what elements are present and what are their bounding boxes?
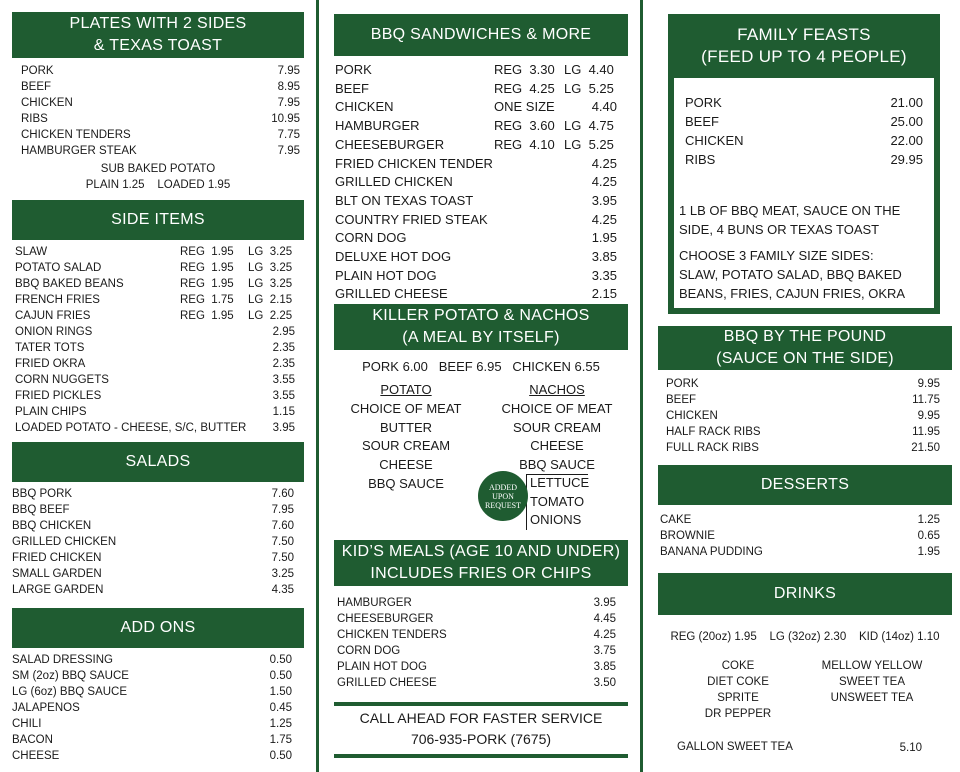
item-price: 9.95 bbox=[917, 410, 940, 422]
item-name: CHEESE bbox=[12, 750, 60, 762]
item-name: BROWNIE bbox=[660, 530, 715, 542]
kids-meal-row bbox=[337, 659, 616, 675]
reg-price: REG 1.95 bbox=[180, 246, 234, 258]
lg-price: LG 3.25 bbox=[248, 278, 293, 290]
item-name: CORN DOG bbox=[335, 230, 407, 246]
item-name: BEEF bbox=[685, 114, 719, 129]
plate-row bbox=[21, 127, 300, 143]
killer-title-line2: (A MEAL BY ITSELF) bbox=[402, 329, 560, 346]
nachos-title: NACHOS bbox=[529, 382, 585, 397]
item-name: FRIED OKRA bbox=[15, 358, 86, 370]
family-title-line1: FAMILY FEASTS bbox=[737, 25, 871, 44]
item-name: FRIED CHICKEN bbox=[12, 552, 102, 564]
item-name: LG (6oz) BBQ SAUCE bbox=[12, 686, 128, 698]
killer-prices: PORK 6.00 BEEF 6.95 CHICKEN 6.55 bbox=[362, 359, 600, 374]
plates-title-line2: & TEXAS TOAST bbox=[93, 37, 223, 54]
side-item-row bbox=[15, 388, 295, 404]
plates-header bbox=[12, 12, 304, 58]
item-name: PORK bbox=[335, 62, 372, 77]
side-item-row bbox=[15, 292, 295, 308]
item-name: BEEF bbox=[666, 394, 697, 406]
by-the-pound-header bbox=[658, 326, 952, 370]
item-name: GRILLED CHICKEN bbox=[12, 536, 117, 548]
column-divider-left bbox=[316, 0, 319, 772]
item-price: 3.50 bbox=[593, 677, 616, 689]
sub-potato-line2: PLAIN 1.25 LOADED 1.95 bbox=[85, 179, 231, 191]
reg-price: REG 1.95 bbox=[180, 310, 234, 322]
reg-price: REG 1.75 bbox=[180, 294, 234, 306]
item-price: 0.50 bbox=[269, 654, 292, 666]
reg-price: REG 4.25 bbox=[494, 80, 555, 96]
reg-price: REG 3.60 bbox=[494, 118, 555, 134]
side-item-row bbox=[15, 244, 295, 260]
item-price: 3.55 bbox=[272, 374, 295, 386]
potato-title: POTATO bbox=[380, 382, 432, 397]
item-price: 2.35 bbox=[272, 342, 295, 354]
item-price: 4.35 bbox=[271, 584, 294, 596]
item-price: 7.60 bbox=[271, 520, 294, 532]
item-price: 10.95 bbox=[271, 113, 300, 125]
sandwich-row bbox=[335, 267, 617, 285]
item-price: 11.95 bbox=[912, 426, 940, 438]
item-price: 11.75 bbox=[912, 394, 940, 406]
request-topping: TOMATO bbox=[530, 493, 585, 509]
item-name: BANANA PUDDING bbox=[660, 546, 763, 558]
call-ahead-bottom-bar bbox=[334, 754, 628, 758]
added-upon-request-badge bbox=[478, 471, 528, 521]
family-note-line: 1 LB OF BBQ MEAT, SAUCE ON THE bbox=[679, 203, 901, 218]
sandwich-row bbox=[335, 248, 617, 266]
item-price: 4.45 bbox=[593, 613, 616, 625]
item-name: GRILLED CHICKEN bbox=[335, 174, 453, 190]
badge-line1: ADDED bbox=[489, 482, 517, 492]
dessert-row bbox=[660, 528, 940, 544]
item-name: POTATO SALAD bbox=[15, 262, 102, 274]
call-ahead-line1: CALL AHEAD FOR FASTER SERVICE bbox=[359, 710, 603, 726]
item-price: 1.95 bbox=[591, 230, 617, 246]
column-divider-right bbox=[640, 0, 643, 772]
nachos-topping: CHOICE OF MEAT bbox=[501, 401, 613, 416]
salad-row bbox=[12, 566, 294, 582]
plate-row bbox=[21, 111, 300, 127]
item-name: HAMBURGER bbox=[335, 118, 420, 134]
item-price: 4.25 bbox=[593, 629, 616, 641]
item-price: 7.95 bbox=[277, 145, 300, 157]
item-price: 29.95 bbox=[890, 152, 923, 167]
item-name: PORK bbox=[685, 95, 722, 110]
killer-header bbox=[334, 304, 628, 350]
potato-topping: CHOICE OF MEAT bbox=[350, 401, 462, 416]
item-name: PORK bbox=[21, 65, 54, 77]
item-name: FRIED PICKLES bbox=[15, 390, 102, 402]
family-feasts-header bbox=[668, 14, 940, 78]
potato-topping: BBQ SAUCE bbox=[368, 475, 444, 491]
item-price: 2.15 bbox=[591, 286, 617, 302]
item-name: CHICKEN bbox=[21, 97, 73, 109]
item-price: 4.25 bbox=[591, 174, 617, 190]
call-ahead-top-bar bbox=[334, 702, 628, 706]
item-price: 0.65 bbox=[917, 530, 940, 542]
sandwich-row bbox=[335, 136, 617, 154]
item-name: BACON bbox=[12, 734, 53, 746]
item-price: 3.85 bbox=[593, 661, 616, 673]
lg-price: LG 4.40 bbox=[564, 62, 614, 77]
salad-row bbox=[12, 582, 294, 598]
item-price: 7.95 bbox=[277, 97, 300, 109]
drink-name: SWEET TEA bbox=[838, 676, 906, 688]
reg-price: ONE SIZE bbox=[494, 99, 555, 115]
item-price: 2.35 bbox=[272, 358, 295, 370]
item-price: 3.35 bbox=[591, 267, 617, 283]
item-name: HAMBURGER bbox=[337, 597, 412, 609]
reg-price: REG 1.95 bbox=[180, 278, 234, 290]
add-ons-header bbox=[12, 608, 304, 648]
item-price: 3.75 bbox=[593, 645, 616, 657]
item-price: 3.95 bbox=[272, 422, 295, 434]
item-price: 0.50 bbox=[269, 670, 292, 682]
sandwich-row bbox=[335, 61, 617, 79]
item-name: CORN NUGGETS bbox=[15, 374, 109, 386]
item-name: BEEF bbox=[335, 80, 369, 96]
item-name: BBQ BAKED BEANS bbox=[15, 278, 124, 290]
family-sides-line: SLAW, POTATO SALAD, BBQ BAKED bbox=[679, 267, 902, 282]
drink-name: DR PEPPER bbox=[704, 708, 772, 720]
item-name: SALAD DRESSING bbox=[12, 654, 113, 666]
item-price: 7.60 bbox=[271, 488, 294, 500]
by-pound-row bbox=[666, 424, 940, 440]
side-item-row bbox=[15, 260, 295, 276]
item-price: 22.00 bbox=[890, 133, 923, 148]
item-name: GRILLED CHEESE bbox=[335, 286, 448, 302]
item-name: TATER TOTS bbox=[15, 342, 85, 354]
salad-row bbox=[12, 502, 294, 518]
reg-price: REG 1.95 bbox=[180, 262, 234, 274]
family-feast-row bbox=[685, 94, 923, 112]
item-price: 1.25 bbox=[269, 718, 292, 730]
plate-row bbox=[21, 63, 300, 79]
nachos-topping: BBQ SAUCE bbox=[519, 457, 595, 473]
request-topping: LETTUCE bbox=[530, 475, 590, 490]
item-price: 8.95 bbox=[277, 81, 300, 93]
drink-name: UNSWEET TEA bbox=[830, 692, 914, 704]
add-on-row bbox=[12, 652, 292, 668]
lg-price: LG 3.25 bbox=[248, 262, 293, 274]
item-name: COUNTRY FRIED STEAK bbox=[335, 211, 488, 227]
by-pound-title-line2: (SAUCE ON THE SIDE) bbox=[716, 350, 894, 367]
item-name: SM (2oz) BBQ SAUCE bbox=[12, 670, 129, 682]
item-price: 21.50 bbox=[911, 442, 940, 454]
drinks-title: DRINKS bbox=[773, 585, 837, 602]
item-price: 3.25 bbox=[271, 568, 294, 580]
kids-meal-row bbox=[337, 627, 616, 643]
item-name: SLAW bbox=[15, 246, 48, 258]
family-feast-row bbox=[685, 151, 923, 169]
drink-name: MELLOW YELLOW bbox=[821, 660, 923, 672]
salad-row bbox=[12, 518, 294, 534]
sandwich-row bbox=[335, 285, 617, 303]
sandwich-row bbox=[335, 98, 617, 116]
item-name: HALF RACK RIBS bbox=[666, 426, 761, 438]
kids-meal-row bbox=[337, 675, 616, 691]
item-name: PLAIN HOT DOG bbox=[335, 267, 437, 283]
item-price: 7.75 bbox=[277, 129, 300, 141]
add-ons-title: ADD ONS bbox=[120, 619, 196, 636]
plate-row bbox=[21, 95, 300, 111]
side-item-row bbox=[15, 404, 295, 420]
salad-row bbox=[12, 550, 294, 566]
kids-meals-header bbox=[334, 540, 628, 586]
item-price: 1.25 bbox=[917, 514, 940, 526]
plate-row bbox=[21, 79, 300, 95]
item-price: 3.55 bbox=[272, 390, 295, 402]
item-name: HAMBURGER STEAK bbox=[21, 145, 137, 157]
salad-row bbox=[12, 486, 294, 502]
item-name: ONION RINGS bbox=[15, 326, 93, 338]
add-on-row bbox=[12, 700, 292, 716]
item-name: CHICKEN bbox=[685, 133, 744, 148]
item-name: PLAIN CHIPS bbox=[15, 406, 87, 418]
salads-title: SALADS bbox=[125, 453, 191, 470]
side-item-row bbox=[15, 372, 295, 388]
item-name: BBQ CHICKEN bbox=[12, 520, 92, 532]
item-name: CHICKEN TENDERS bbox=[337, 629, 447, 641]
by-pound-row bbox=[666, 392, 940, 408]
lg-price: LG 5.25 bbox=[564, 136, 614, 152]
item-name: LOADED POTATO - CHEESE, S/C, BUTTER bbox=[15, 422, 247, 434]
item-name: FRENCH FRIES bbox=[15, 294, 100, 306]
request-topping: ONIONS bbox=[530, 512, 582, 528]
add-on-row bbox=[12, 684, 292, 700]
nachos-topping: CHEESE bbox=[530, 438, 584, 454]
item-price: 3.85 bbox=[591, 249, 617, 264]
gallon-sweet-tea-price: 5.10 bbox=[899, 742, 922, 754]
plates-title-line1: PLATES WITH 2 SIDES bbox=[69, 15, 247, 32]
salad-row bbox=[12, 534, 294, 550]
item-name: CAKE bbox=[660, 514, 692, 526]
sandwich-row bbox=[335, 211, 617, 229]
lg-price: LG 2.25 bbox=[248, 310, 293, 322]
lg-price: LG 2.15 bbox=[248, 294, 293, 306]
by-pound-row bbox=[666, 440, 940, 456]
dessert-row bbox=[660, 544, 940, 560]
sandwich-row bbox=[335, 192, 617, 210]
plate-row bbox=[21, 143, 300, 159]
family-sides-line: CHOOSE 3 FAMILY SIZE SIDES: bbox=[679, 248, 874, 263]
killer-title-line1: KILLER POTATO & NACHOS bbox=[372, 307, 590, 324]
item-price: 3.95 bbox=[593, 597, 616, 609]
request-bracket bbox=[526, 474, 588, 530]
drink-sizes: REG (20oz) 1.95 LG (32oz) 2.30 KID (14oz) 1.10 bbox=[670, 631, 940, 643]
item-price: 25.00 bbox=[890, 114, 923, 129]
add-on-row bbox=[12, 716, 292, 732]
potato-topping: SOUR CREAM bbox=[361, 438, 451, 454]
item-name: CHILI bbox=[12, 718, 42, 730]
item-price: 1.95 bbox=[917, 546, 940, 558]
item-price: 7.50 bbox=[271, 536, 294, 548]
item-price: 1.75 bbox=[269, 734, 292, 746]
family-note-line: SIDE, 4 BUNS OR TEXAS TOAST bbox=[679, 222, 880, 237]
sandwich-row bbox=[335, 117, 617, 135]
family-title-line2: (FEED UP TO 4 PEOPLE) bbox=[701, 47, 907, 66]
reg-price: REG 3.30 bbox=[494, 62, 555, 77]
item-name: CHICKEN bbox=[666, 410, 718, 422]
call-ahead-phone: 706-935-PORK (7675) bbox=[410, 731, 552, 747]
add-on-row bbox=[12, 668, 292, 684]
side-item-row bbox=[15, 356, 295, 372]
item-name: BBQ BEEF bbox=[12, 504, 70, 516]
item-name: RIBS bbox=[21, 113, 48, 125]
family-feast-row bbox=[685, 132, 923, 150]
potato-topping: BUTTER bbox=[380, 419, 432, 435]
item-name: DELUXE HOT DOG bbox=[335, 249, 452, 264]
side-item-row bbox=[15, 420, 295, 436]
sub-potato-line1: SUB BAKED POTATO bbox=[100, 163, 216, 175]
sandwiches-header bbox=[334, 14, 628, 56]
sandwich-row bbox=[335, 155, 617, 173]
item-price: 7.50 bbox=[271, 552, 294, 564]
drink-name: SPRITE bbox=[717, 692, 759, 704]
by-pound-title-line1: BBQ BY THE POUND bbox=[723, 328, 887, 345]
side-item-row bbox=[15, 308, 295, 324]
item-name: PLAIN HOT DOG bbox=[337, 661, 427, 673]
add-on-row bbox=[12, 748, 292, 764]
lg-price: LG 3.25 bbox=[248, 246, 293, 258]
by-pound-row bbox=[666, 376, 940, 392]
sandwich-row bbox=[335, 80, 617, 98]
item-name: RIBS bbox=[685, 152, 716, 167]
item-name: CAJUN FRIES bbox=[15, 310, 91, 322]
badge-line2: UPON bbox=[492, 491, 514, 501]
badge-line3: REQUEST bbox=[485, 500, 521, 510]
kids-title-line1: KID’S MEALS (AGE 10 AND UNDER) bbox=[341, 543, 621, 560]
kids-meal-row bbox=[337, 611, 616, 627]
item-name: CHICKEN bbox=[335, 99, 394, 115]
dessert-row bbox=[660, 512, 940, 528]
item-name: BLT ON TEXAS TOAST bbox=[335, 192, 474, 208]
item-price: 1.50 bbox=[269, 686, 292, 698]
lg-price: LG 5.25 bbox=[564, 80, 614, 96]
item-price: 0.50 bbox=[269, 750, 292, 762]
item-name: CHICKEN TENDERS bbox=[21, 129, 131, 141]
item-price: 9.95 bbox=[917, 378, 940, 390]
item-price: 4.25 bbox=[591, 211, 617, 227]
family-feast-row bbox=[685, 113, 923, 131]
nachos-topping: SOUR CREAM bbox=[512, 419, 602, 435]
item-name: CHEESEBURGER bbox=[337, 613, 434, 625]
item-name: CHEESEBURGER bbox=[335, 136, 445, 152]
desserts-header bbox=[658, 465, 952, 505]
side-item-row bbox=[15, 340, 295, 356]
item-name: JALAPENOS bbox=[12, 702, 80, 714]
item-price: 0.45 bbox=[269, 702, 292, 714]
item-price: 4.40 bbox=[591, 99, 617, 115]
lg-price: LG 4.75 bbox=[564, 118, 614, 134]
drink-name: DIET COKE bbox=[707, 676, 769, 688]
side-item-row bbox=[15, 324, 295, 340]
item-name: CORN DOG bbox=[337, 645, 401, 657]
potato-topping: CHEESE bbox=[379, 457, 433, 473]
gallon-sweet-tea-name: GALLON SWEET TEA bbox=[677, 741, 793, 753]
kids-title-line2: INCLUDES FRIES OR CHIPS bbox=[370, 565, 592, 582]
item-name: SMALL GARDEN bbox=[12, 568, 102, 580]
item-price: 3.95 bbox=[591, 192, 617, 208]
item-price: 7.95 bbox=[271, 504, 294, 516]
family-sides-line: BEANS, FRIES, CAJUN FRIES, OKRA bbox=[679, 286, 906, 301]
item-name: BEEF bbox=[21, 81, 52, 93]
item-price: 2.95 bbox=[272, 326, 295, 338]
side-item-row bbox=[15, 276, 295, 292]
item-price: 21.00 bbox=[890, 95, 923, 110]
sandwiches-title: BBQ SANDWICHES & MORE bbox=[370, 26, 592, 43]
side-items-title: SIDE ITEMS bbox=[111, 211, 205, 228]
sandwich-row bbox=[335, 229, 617, 247]
by-pound-row bbox=[666, 408, 940, 424]
item-price: 1.15 bbox=[272, 406, 295, 418]
drinks-header bbox=[658, 573, 952, 615]
item-price: 7.95 bbox=[277, 65, 300, 77]
drink-name: COKE bbox=[721, 660, 755, 672]
item-name: BBQ PORK bbox=[12, 488, 73, 500]
side-items-header bbox=[12, 200, 304, 240]
item-name: PORK bbox=[666, 378, 699, 390]
item-name: GRILLED CHEESE bbox=[337, 677, 437, 689]
add-on-row bbox=[12, 732, 292, 748]
kids-meal-row bbox=[337, 643, 616, 659]
item-name: FRIED CHICKEN TENDER bbox=[335, 155, 493, 171]
salads-header bbox=[12, 442, 304, 482]
desserts-title: DESSERTS bbox=[760, 476, 850, 493]
item-name: FULL RACK RIBS bbox=[666, 442, 759, 454]
reg-price: REG 4.10 bbox=[494, 136, 555, 152]
kids-meal-row bbox=[337, 595, 616, 611]
item-name: LARGE GARDEN bbox=[12, 584, 104, 596]
item-price: 4.25 bbox=[591, 155, 617, 171]
sandwich-row bbox=[335, 173, 617, 191]
